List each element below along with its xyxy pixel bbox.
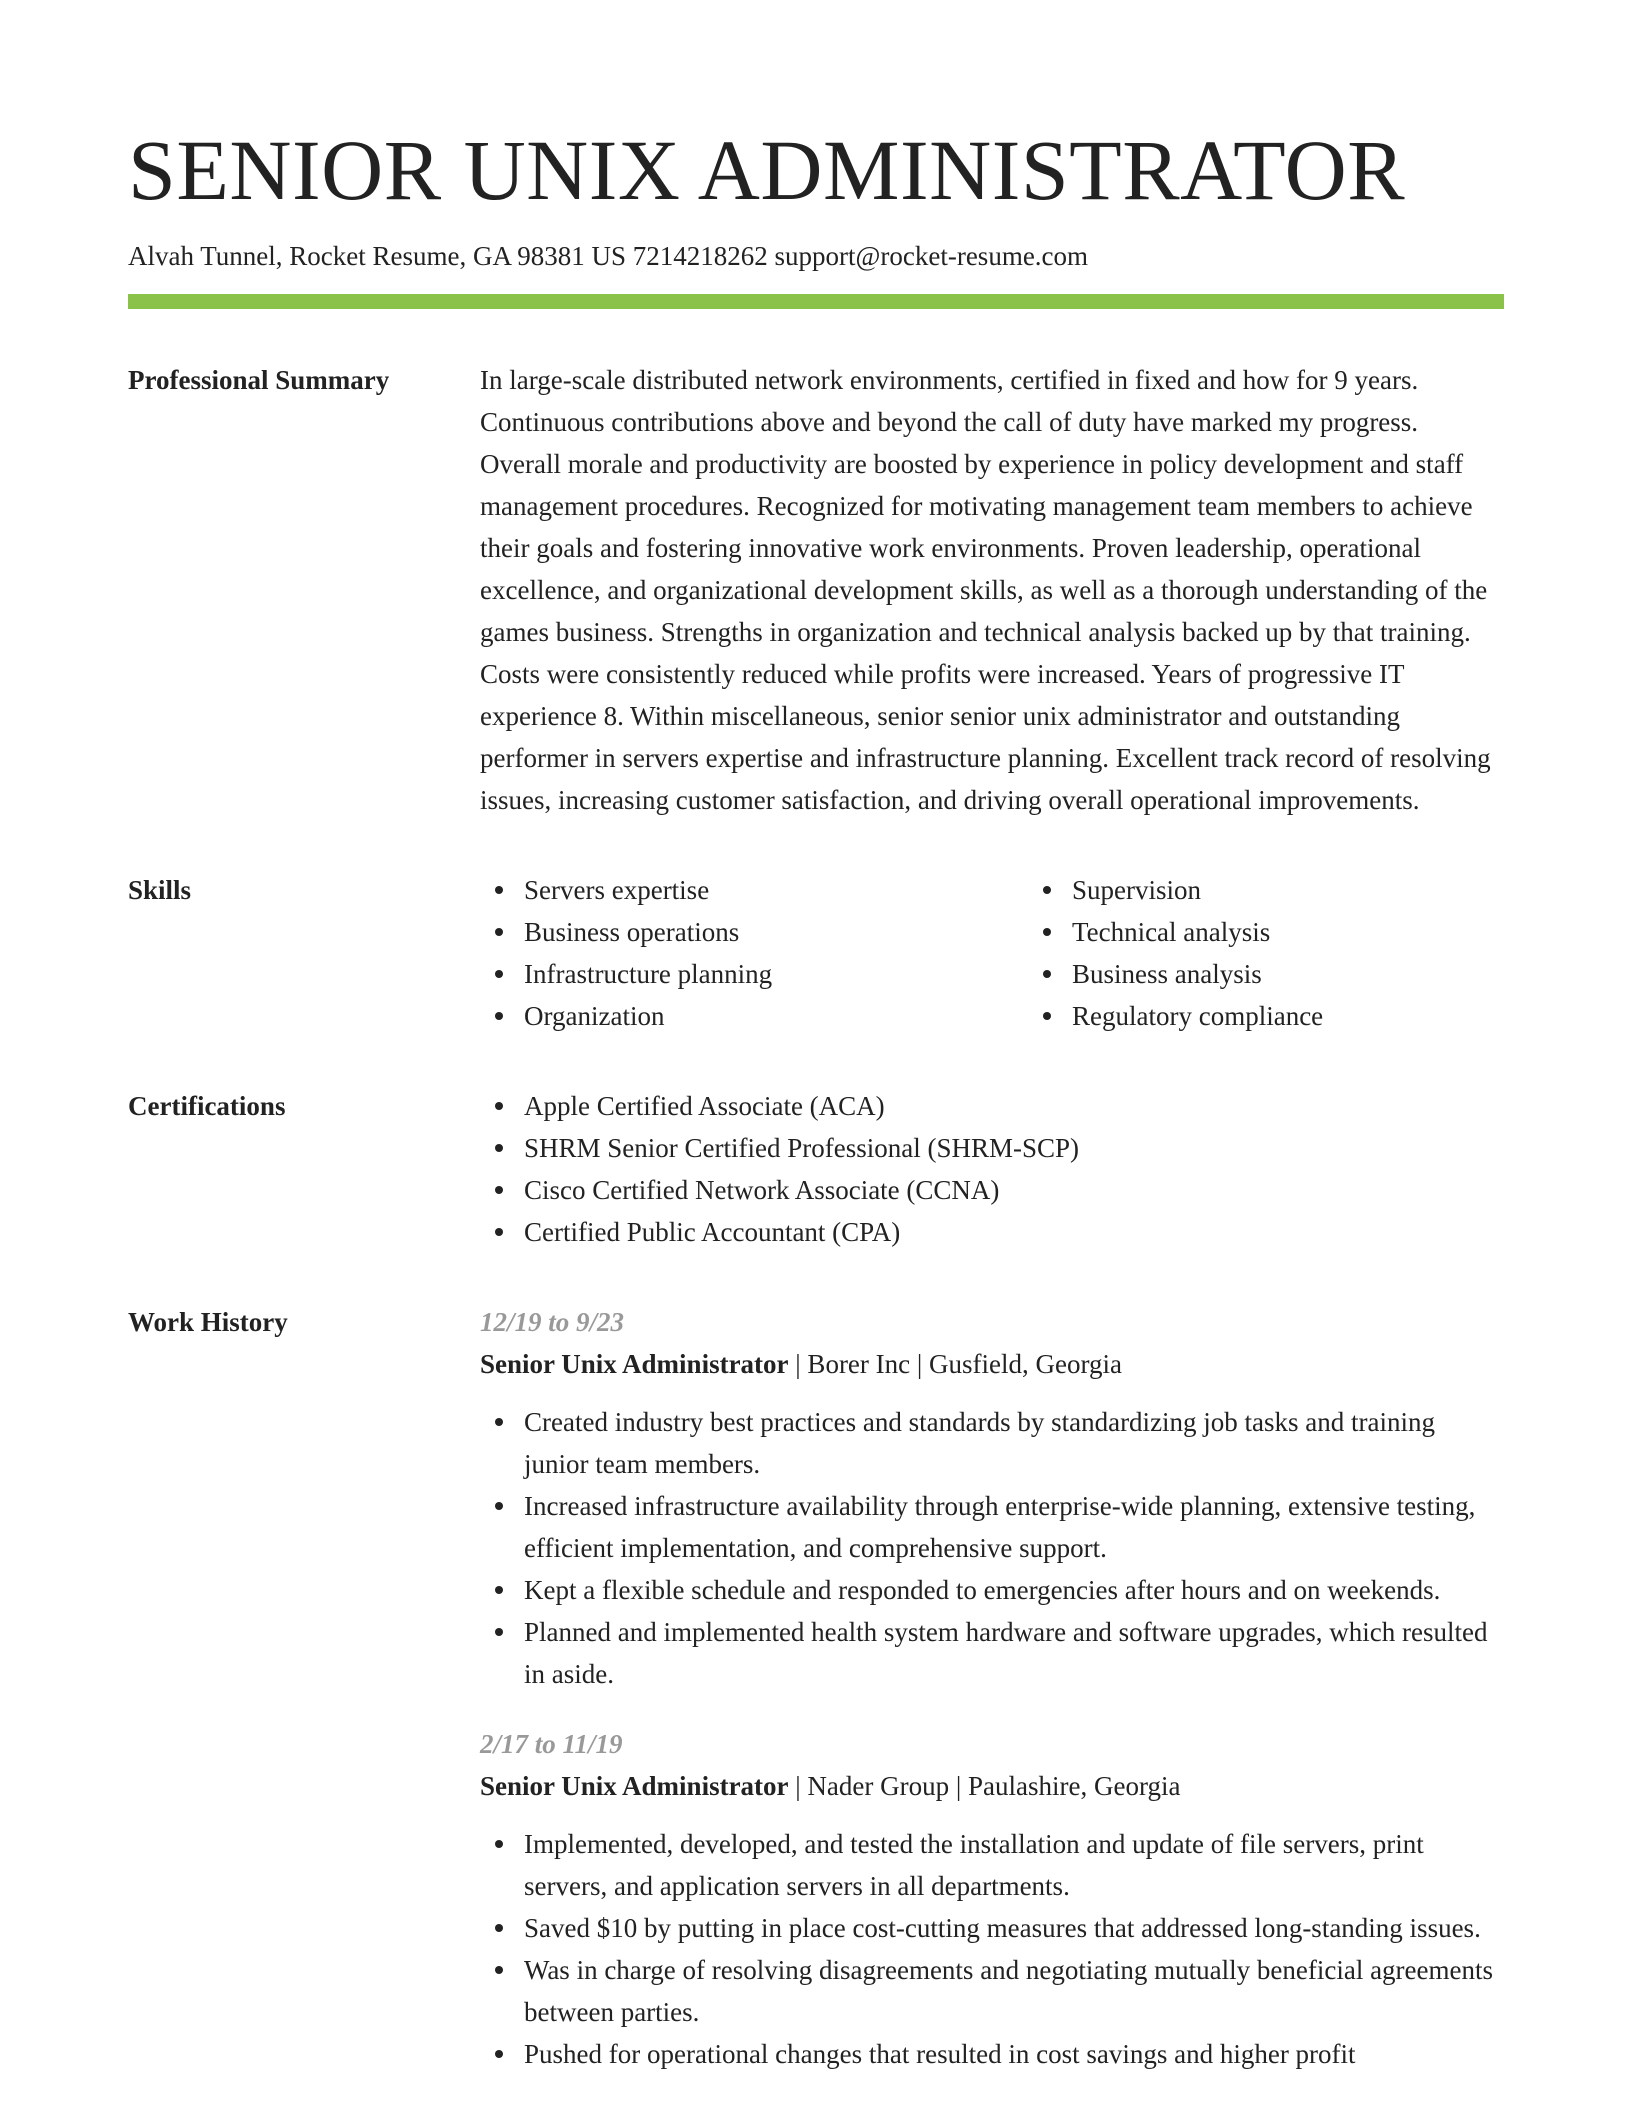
skill-item: Infrastructure planning bbox=[524, 953, 1028, 995]
skills-section bbox=[128, 869, 1504, 1037]
job-title: Senior Unix Administrator bbox=[480, 1349, 789, 1379]
job-bullet: Kept a flexible schedule and responded to emergencies after hours and on weekends. bbox=[524, 1569, 1504, 1611]
contact-name-address: Alvah Tunnel, Rocket Resume, GA 98381 US bbox=[128, 241, 627, 271]
certifications-section bbox=[128, 1085, 1504, 1253]
skill-item: Supervision bbox=[1072, 869, 1576, 911]
resume-title: SENIOR UNIX ADMINISTRATOR bbox=[128, 122, 1406, 218]
job-company-location: | Nader Group | Paulashire, Georgia bbox=[788, 1771, 1181, 1801]
certification-item: Apple Certified Associate (ACA) bbox=[524, 1085, 1504, 1127]
job-bullet: Created industry best practices and standards by standardizing job tasks and training junior team members. bbox=[524, 1401, 1504, 1485]
skill-item: Regulatory compliance bbox=[1072, 995, 1576, 1037]
job-dates: 2/17 to 11/19 bbox=[480, 1729, 623, 1759]
job-heading bbox=[480, 1765, 1504, 1807]
contact-email: support@rocket-resume.com bbox=[774, 241, 1089, 271]
certifications-heading: Certifications bbox=[128, 1091, 286, 1121]
certification-item: SHRM Senior Certified Professional (SHRM-SCP) bbox=[524, 1127, 1504, 1169]
work-history-heading: Work History bbox=[128, 1307, 288, 1337]
certifications-list bbox=[480, 1085, 1504, 1253]
skills-heading: Skills bbox=[128, 875, 192, 905]
certification-item: Cisco Certified Network Associate (CCNA) bbox=[524, 1169, 1504, 1211]
summary-text: In large-scale distributed network environments, certified in fixed and how for 9 years. Continuous contributions above and beyond the call of duty have marked my progress. Overall morale and productivity are boosted by experience in policy development and staff management procedures. Recognized for motivating management team members to achieve their goals and fostering innovative work environments. Proven leadership, operational excellence, and organizational development skills, as well as a thorough understanding of the games business. Strengths in organization and technical analysis backed up by that training. Costs were consistently reduced while profits were increased. Years of progressive IT experience 8. Within miscellaneous, senior senior unix administrator and outstanding performer in servers expertise and infrastructure planning. Excellent track record of resolving issues, increasing customer satisfaction, and driving overall operational improvements. bbox=[480, 365, 1491, 815]
contact-line bbox=[128, 238, 1504, 274]
skill-item: Organization bbox=[524, 995, 1028, 1037]
resume-page bbox=[128, 0, 1504, 2103]
job-bullet: Saved $10 by putting in place cost-cutting measures that addressed long-standing issues. bbox=[524, 1907, 1504, 1949]
skill-item: Technical analysis bbox=[1072, 911, 1576, 953]
job-company-location: | Borer Inc | Gusfield, Georgia bbox=[788, 1349, 1122, 1379]
job-heading bbox=[480, 1343, 1504, 1385]
job-bullet: Was in charge of resolving disagreements and negotiating mutually beneficial agreements between parties. bbox=[524, 1949, 1504, 2033]
job-title: Senior Unix Administrator bbox=[480, 1771, 789, 1801]
job-bullets bbox=[480, 1823, 1504, 2075]
job-bullet: Planned and implemented health system hardware and software upgrades, which resulted in aside. bbox=[524, 1611, 1504, 1695]
job-bullet: Implemented, developed, and tested the installation and update of file servers, print servers, and application servers in all departments. bbox=[524, 1823, 1504, 1907]
summary-heading: Professional Summary bbox=[128, 365, 390, 395]
contact-phone: 7214218262 bbox=[632, 241, 768, 271]
header-divider bbox=[128, 294, 1504, 309]
skill-item: Business analysis bbox=[1072, 953, 1576, 995]
job-bullets bbox=[480, 1401, 1504, 1695]
job-entry bbox=[480, 1723, 1504, 2075]
work-history-section bbox=[128, 1301, 1504, 2103]
job-entry bbox=[480, 1301, 1504, 1695]
skills-list-right bbox=[1028, 869, 1576, 1037]
skills-list-left bbox=[480, 869, 1028, 1037]
job-bullet: Pushed for operational changes that resulted in cost savings and higher profit bbox=[524, 2033, 1504, 2075]
certification-item: Certified Public Accountant (CPA) bbox=[524, 1211, 1504, 1253]
skill-item: Business operations bbox=[524, 911, 1028, 953]
job-bullet: Increased infrastructure availability through enterprise-wide planning, extensive testing, efficient implementation, and comprehensive support. bbox=[524, 1485, 1504, 1569]
summary-section bbox=[128, 359, 1504, 821]
job-dates: 12/19 to 9/23 bbox=[480, 1307, 625, 1337]
skill-item: Servers expertise bbox=[524, 869, 1028, 911]
